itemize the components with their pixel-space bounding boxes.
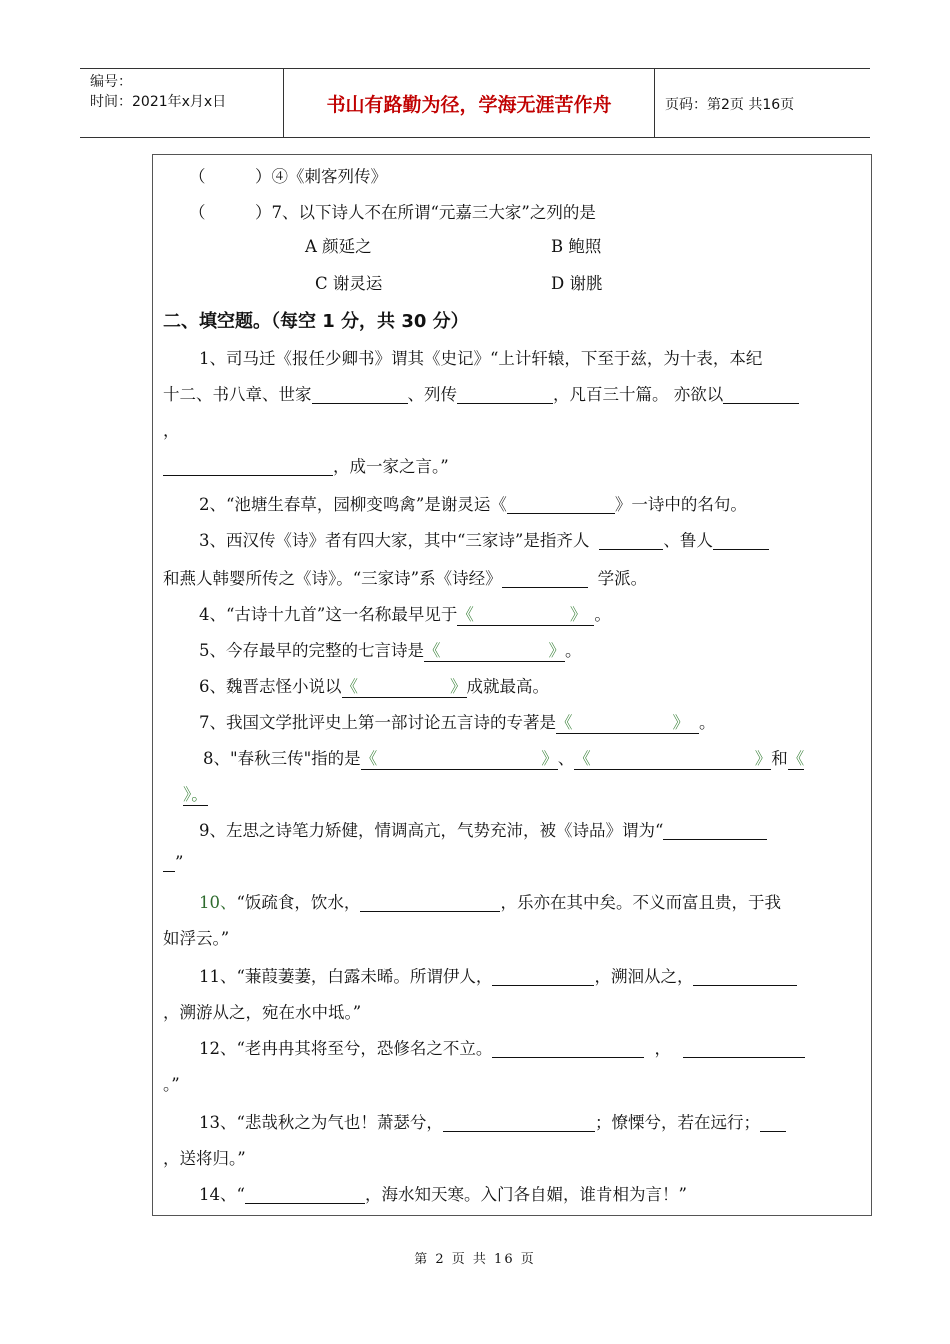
q8-blank-1[interactable]: 《 》 [361, 745, 558, 770]
q12-blank-2[interactable] [683, 1039, 805, 1058]
option-a: A 颜延之 [305, 237, 372, 256]
option-c: C 谢灵运 [315, 274, 383, 293]
header-meta-cell [80, 69, 284, 137]
q14: 14、“ ，海水知天寒。入门各自媚，谁肯相为言！” [199, 1185, 687, 1204]
q1-line1: 1、司马迁《报任少卿书》谓其《史记》“上计轩辕，下至于兹，为十表，本纪 [199, 349, 763, 368]
q12-line1: 12、“老冉冉其将至兮，恐修名之不立。 ， [199, 1035, 805, 1059]
q2-text-a: 2、“池塘生春草，园柳变鸣禽”是谢灵运《 [199, 495, 507, 514]
q1-line4 [163, 453, 449, 477]
page-footer: 第 2 页 共 16 页 [414, 1252, 536, 1267]
q3-blank-2[interactable] [713, 531, 769, 550]
page-info: 页码：第2页 共16页 [665, 97, 795, 113]
q10-line1: 10、“饭疏食，饮水， ，乐亦在其中矣。不义而富且贵，于我 [199, 893, 781, 912]
q6-text-a: 6、魏晋志怪小说以 [199, 677, 342, 696]
mc-question-7 [189, 199, 596, 223]
q1-text-c: ，凡百三十篇。 亦欲以 [553, 385, 724, 404]
q10-blank[interactable] [360, 893, 500, 912]
q13-line1: 13、“悲哉秋之为气也！萧瑟兮， ；憭慄兮，若在远行； [199, 1109, 786, 1133]
q2-text-b: 》一诗中的名句。 [614, 495, 747, 514]
q1-text-b: 、列传 [407, 385, 457, 404]
q3-text-a: 3、西汉传《诗》者有四大家，其中“三家诗”是指齐人 [199, 531, 590, 550]
q8-text: 8、"春秋三传"指的是 [203, 749, 361, 768]
q1-line3: ， [163, 421, 180, 440]
q11-blank-1[interactable] [492, 967, 594, 986]
exam-content-box [152, 154, 872, 1216]
q1-blank-3[interactable] [723, 385, 799, 404]
q1-text-d: ，成一家之言。” [333, 457, 449, 476]
q4-text: 4、“古诗十九首”这一名称最早见于 [199, 605, 458, 624]
q2 [199, 491, 747, 515]
q6-blank[interactable]: 《 》 [342, 673, 467, 698]
q9-line1 [199, 817, 767, 841]
q4-blank[interactable]: 《 》 [457, 601, 594, 626]
q7: 7、我国文学批评史上第一部讨论五言诗的专著是《 》 。 [199, 709, 716, 734]
q13-blank-2[interactable] [760, 1113, 786, 1132]
q13-line2: ，送将归。” [163, 1149, 246, 1168]
q3-text-d: 学派。 [597, 569, 648, 588]
q1-text-a: 十二、书八章、世家 [163, 385, 312, 404]
option-b: B 鲍照 [551, 237, 602, 256]
answer-bracket: （ ） [189, 203, 272, 222]
question-text: 7、以下诗人不在所谓“元嘉三大家”之列的是 [271, 203, 596, 222]
q7-text: 7、我国文学批评史上第一部讨论五言诗的专著是 [199, 713, 556, 732]
q9-blank[interactable] [663, 821, 767, 840]
q6-text-b: 成就最高。 [466, 677, 549, 696]
time-label: 时间：2021年x月x日 [90, 94, 227, 110]
q11-line2: ，溯游从之，宛在水中坻。” [163, 1003, 362, 1022]
q9-line2: ” [163, 853, 183, 872]
q7-blank[interactable]: 《 》 [556, 709, 699, 734]
header-motto-cell [284, 69, 655, 137]
q12-line2: 。” [163, 1075, 180, 1094]
q3-blank-1[interactable] [599, 531, 663, 550]
q1-blank-2[interactable] [457, 385, 553, 404]
q10-line2: 如浮云。” [163, 929, 230, 948]
q9-text: 9、左思之诗笔力矫健，情调高亢，气势充沛，被《诗品》谓为“ [199, 821, 664, 840]
q6 [199, 673, 549, 698]
q1-blank-1[interactable] [312, 385, 408, 404]
q8-blank-3-end[interactable]: 》。 [183, 781, 208, 806]
q1-line2 [163, 381, 799, 405]
motto: 书山有路勤为径，学海无涯苦作舟 [326, 94, 612, 116]
q8-line1: 8、"春秋三传"指的是《 》、《 》和《 [203, 745, 804, 770]
option-d: D 谢朓 [551, 274, 603, 293]
q3-text-c: 和燕人韩婴所传之《诗》。“三家诗”系《诗经》 [163, 569, 502, 588]
q11-blank-2[interactable] [693, 967, 797, 986]
number-label: 编号： [90, 74, 132, 90]
q8-blank-3[interactable]: 《 [788, 745, 805, 770]
section-title: 二、填空题。（每空 1 分，共 30 分） [163, 311, 469, 332]
q5: 5、今存最早的完整的七言诗是《 》。 [199, 637, 582, 662]
q3-blank-3[interactable] [502, 569, 588, 588]
q10-number: 10、 [199, 893, 237, 912]
q3-text-b: 、鲁人 [663, 531, 713, 550]
q14-blank[interactable] [245, 1185, 365, 1204]
q5-blank[interactable]: 《 》 [424, 637, 565, 662]
q8-blank-2[interactable]: 《 》 [574, 745, 771, 770]
q3-line1 [199, 527, 769, 551]
q3-line2 [163, 565, 647, 589]
mc-item-4: （ ）④《刺客列传》 [189, 167, 387, 186]
q5-text: 5、今存最早的完整的七言诗是 [199, 641, 424, 660]
q1-blank-4[interactable] [163, 457, 333, 476]
q2-blank[interactable] [507, 495, 615, 514]
q4: 4、“古诗十九首”这一名称最早见于《 》 。 [199, 601, 611, 626]
q12-blank-1[interactable] [492, 1039, 644, 1058]
header-page-cell [655, 69, 870, 137]
document-header [80, 68, 870, 138]
q13-blank-1[interactable] [443, 1113, 595, 1132]
q8-line2 [183, 781, 208, 806]
q11-line1: 11、“蒹葭萋萋，白露未晞。所谓伊人， ，溯洄从之， [199, 963, 797, 987]
